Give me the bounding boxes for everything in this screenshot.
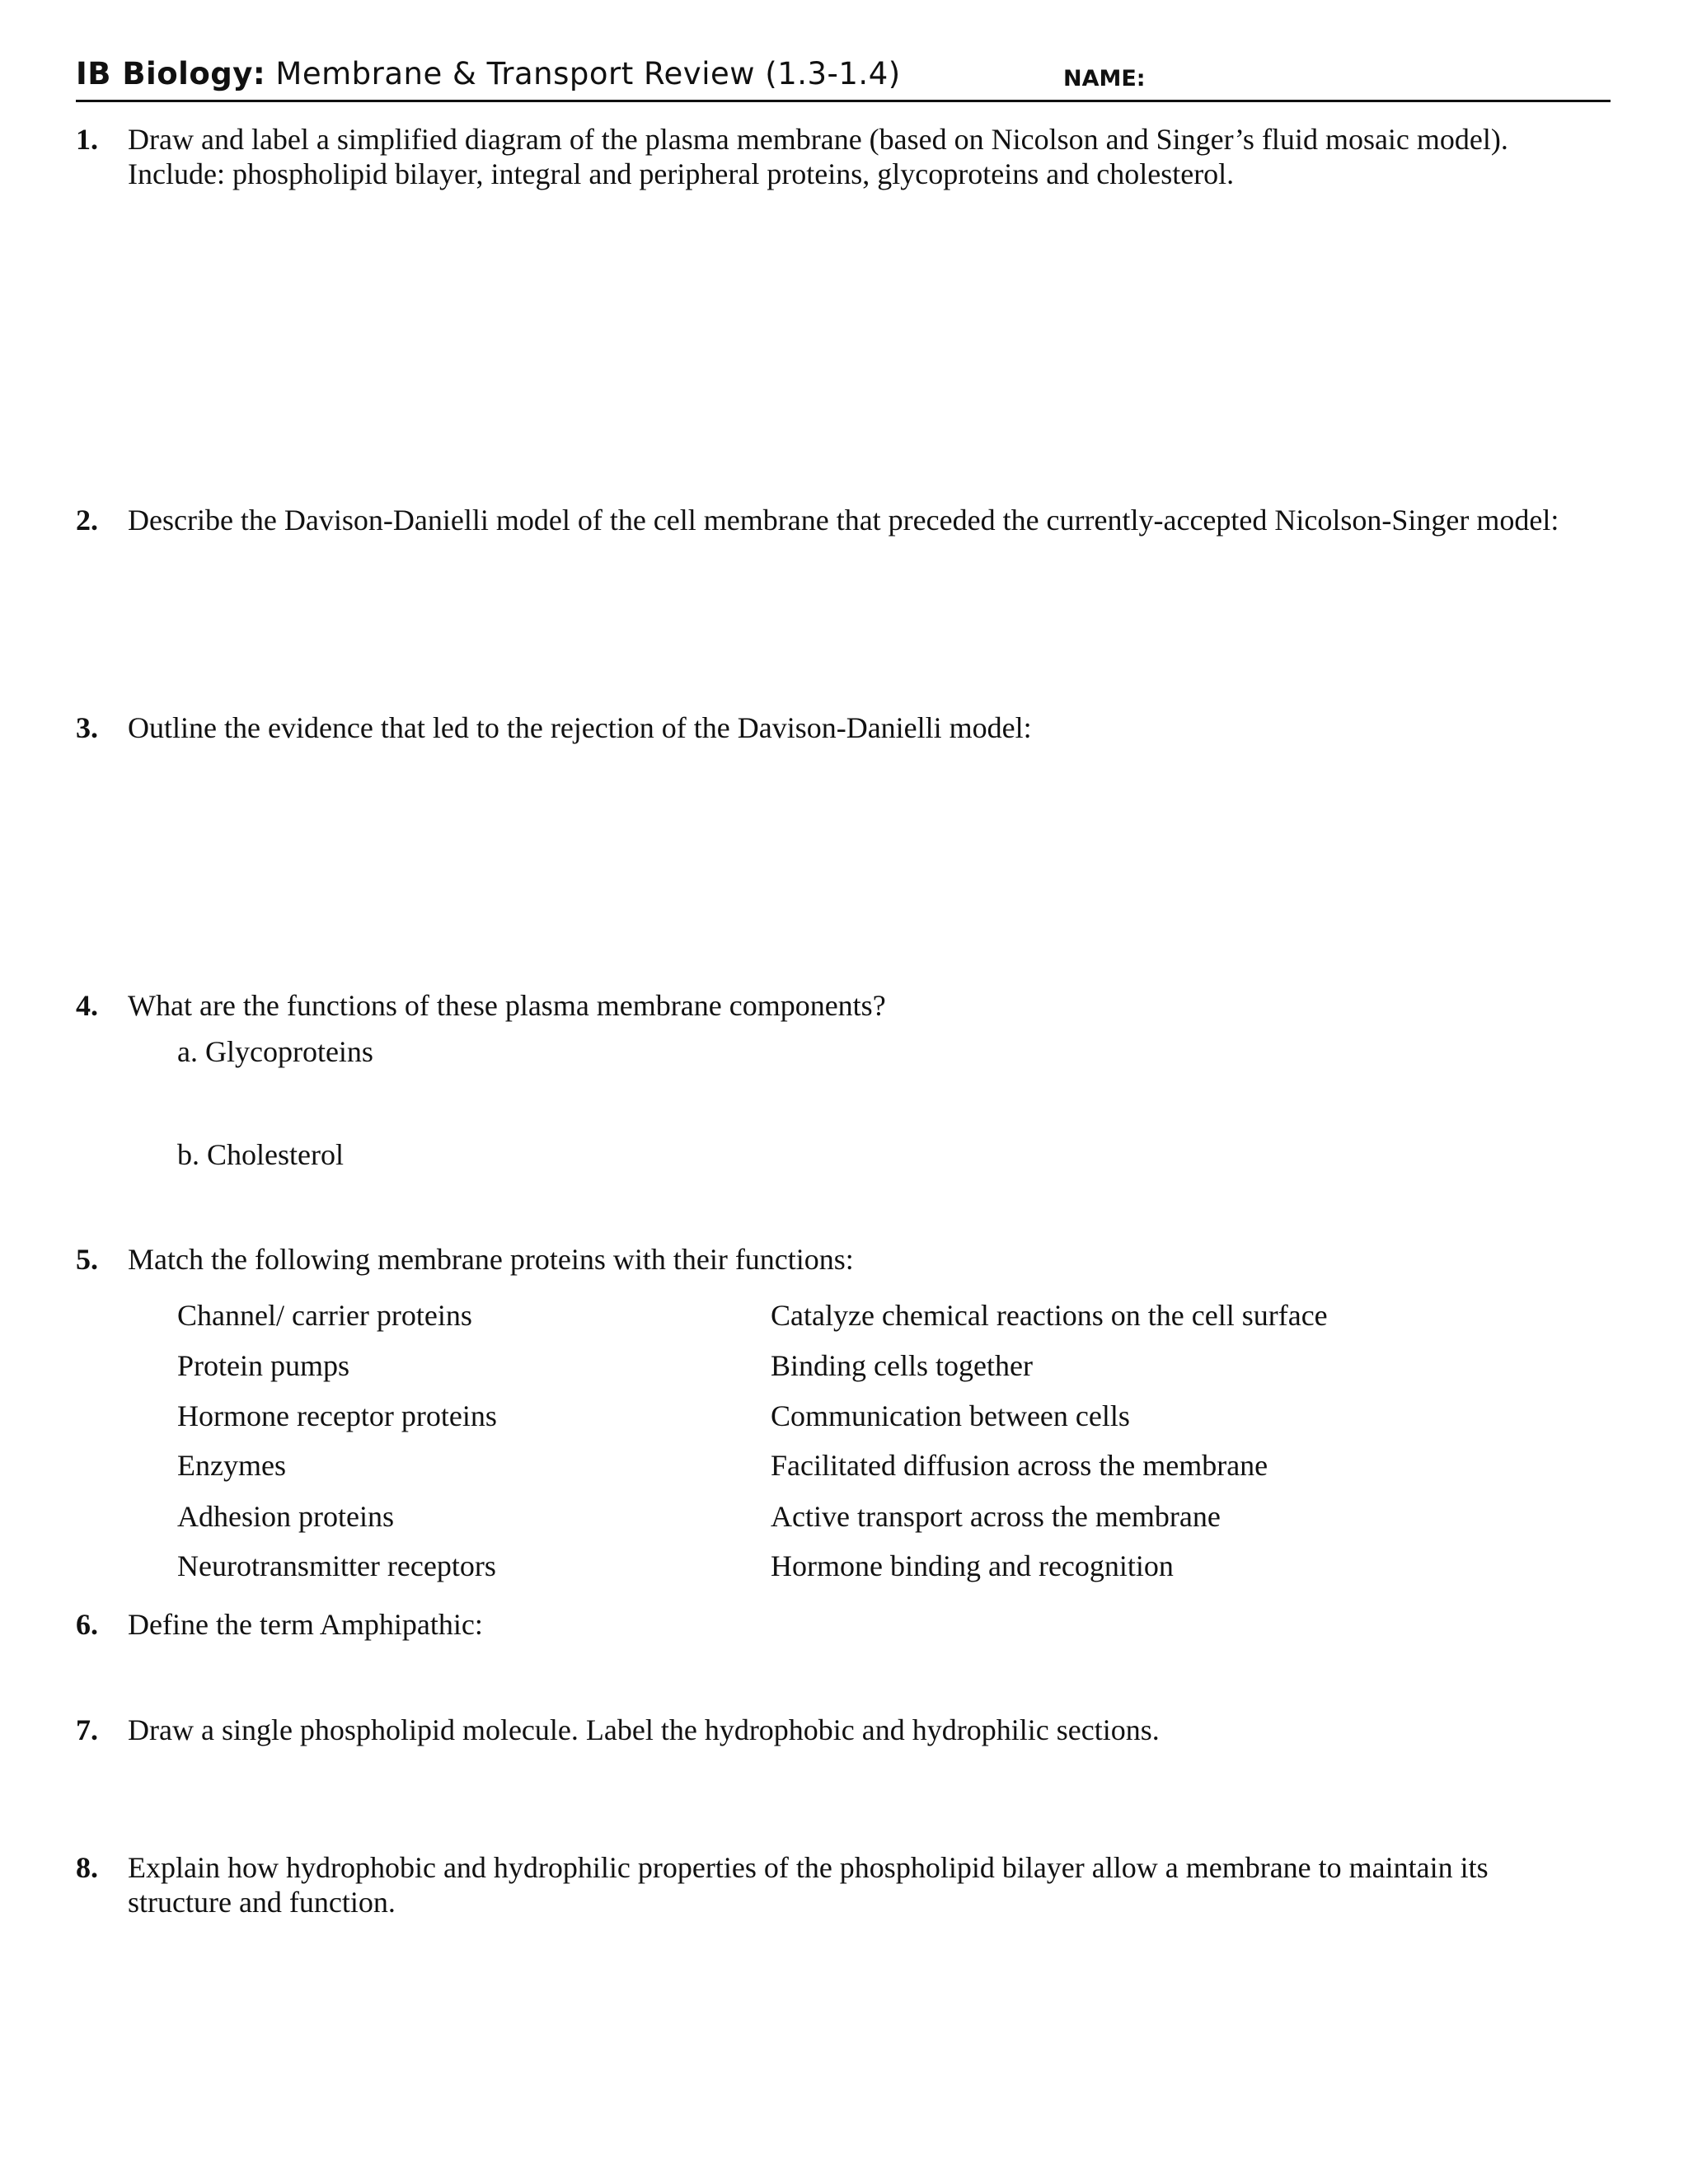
question-number: 2. xyxy=(76,504,98,537)
function-item: Facilitated diffusion across the membrane xyxy=(771,1449,1268,1482)
review-title: Membrane & Transport Review (1.3-1.4) xyxy=(275,56,901,91)
function-item: Communication between cells xyxy=(771,1399,1130,1432)
header-divider xyxy=(76,100,1611,102)
question-number: 4. xyxy=(76,989,98,1022)
question-number: 6. xyxy=(76,1608,98,1641)
subpart-glycoproteins: a. Glycoproteins xyxy=(177,1035,373,1068)
question-number: 5. xyxy=(76,1243,98,1276)
protein-item: Channel/ carrier proteins xyxy=(177,1299,472,1332)
function-item: Catalyze chemical reactions on the cell surface xyxy=(771,1299,1328,1332)
protein-item: Adhesion proteins xyxy=(177,1500,394,1533)
name-label: NAME: xyxy=(1063,66,1146,91)
subpart-cholesterol: b. Cholesterol xyxy=(177,1138,344,1171)
question-text-line: Define the term Amphipathic: xyxy=(128,1608,483,1641)
question-text-line: Draw a single phospholipid molecule. Label the hydrophobic and hydrophilic sections. xyxy=(128,1713,1160,1746)
course-label: IB Biology: xyxy=(76,56,266,91)
protein-item: Enzymes xyxy=(177,1449,286,1482)
question-text-line: structure and function. xyxy=(128,1886,396,1919)
question-text-line: Explain how hydrophobic and hydrophilic properties of the phospholipid bilayer allow a membrane to maintain its xyxy=(128,1851,1489,1884)
question-number: 8. xyxy=(76,1851,98,1884)
function-item: Binding cells together xyxy=(771,1349,1033,1382)
question-text-line: Describe the Davison-Danielli model of the cell membrane that preceded the currently-accepted Nicolson-Singer model: xyxy=(128,504,1559,537)
question-text-line: Outline the evidence that led to the rejection of the Davison-Danielli model: xyxy=(128,711,1032,744)
question-text-line: Match the following membrane proteins with their functions: xyxy=(128,1243,854,1276)
function-item: Hormone binding and recognition xyxy=(771,1549,1174,1582)
question-text-line: Include: phospholipid bilayer, integral and peripheral proteins, glycoproteins and cholesterol. xyxy=(128,157,1235,190)
function-item: Active transport across the membrane xyxy=(771,1500,1221,1533)
question-number: 1. xyxy=(76,123,98,156)
question-text-line: Draw and label a simplified diagram of the plasma membrane (based on Nicolson and Singer’s fluid mosaic model). xyxy=(128,123,1508,156)
question-number: 7. xyxy=(76,1713,98,1746)
question-text-line: What are the functions of these plasma membrane components? xyxy=(128,989,886,1022)
protein-item: Hormone receptor proteins xyxy=(177,1399,497,1432)
worksheet-title xyxy=(76,56,901,91)
protein-item: Neurotransmitter receptors xyxy=(177,1549,496,1582)
protein-item: Protein pumps xyxy=(177,1349,350,1382)
question-number: 3. xyxy=(76,711,98,744)
worksheet-header xyxy=(76,56,1609,99)
